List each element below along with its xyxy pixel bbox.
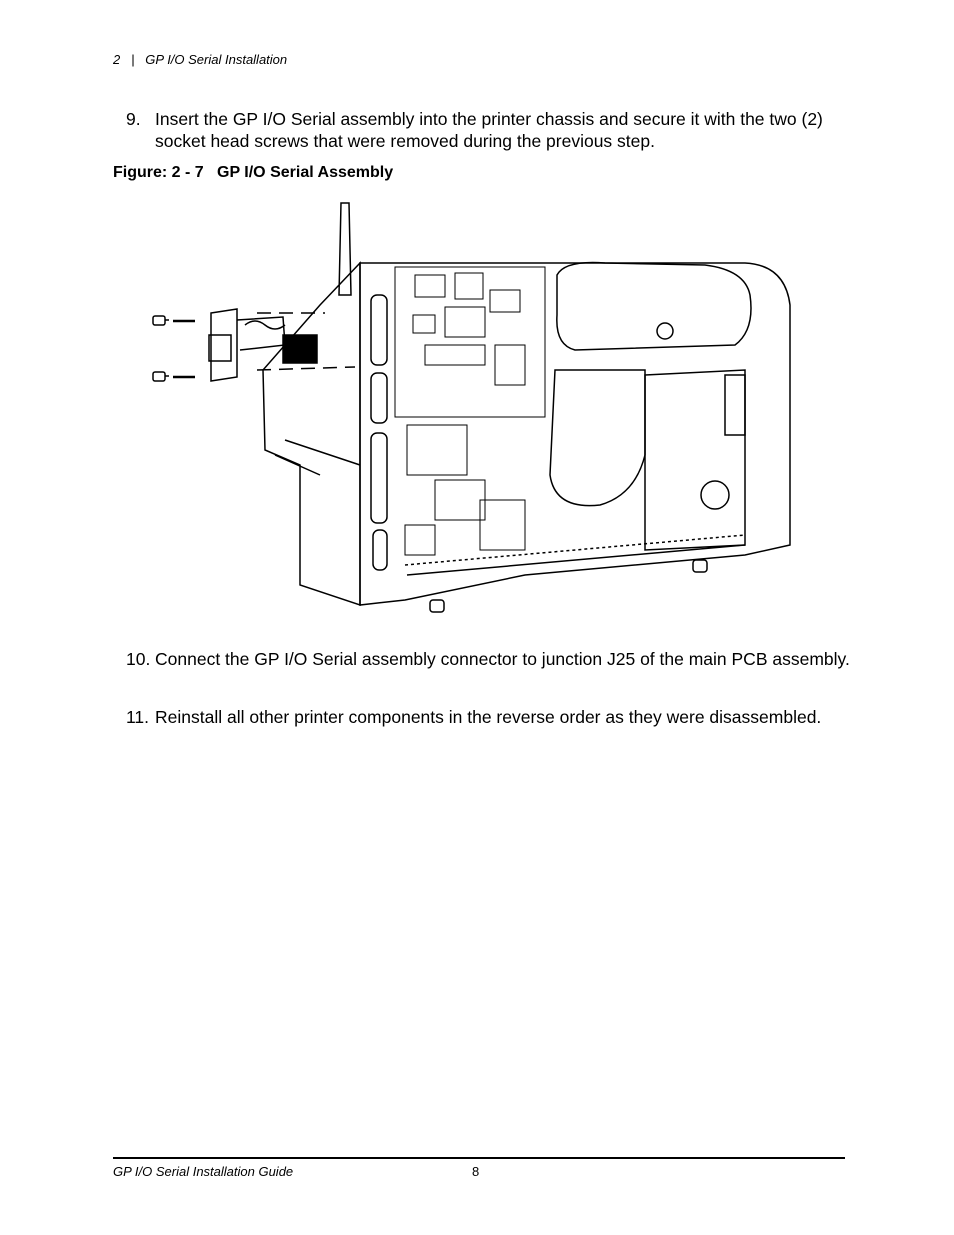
- page-number: 8: [472, 1164, 480, 1179]
- screw-icon: [153, 372, 195, 381]
- printer-assembly-illustration: [145, 195, 805, 615]
- figure-caption: Figure: 2 - 7 GP I/O Serial Assembly: [113, 164, 394, 181]
- footer-title: GP I/O Serial Installation Guide: [113, 1164, 294, 1179]
- step-text: Reinstall all other printer components in the reverse order as they were disassembled.: [155, 707, 822, 727]
- footer-divider: [113, 1157, 845, 1159]
- running-header: 2 | GP I/O Serial Installation: [113, 52, 288, 67]
- step-text: Connect the GP I/O Serial assembly connector to junction J25 of the main PCB assembly.: [155, 649, 850, 669]
- screw-icon: [153, 316, 195, 325]
- step-number: 9.: [126, 109, 141, 129]
- step-text: Insert the GP I/O Serial assembly into the printer chassis and secure it with the two (2) socket head screws that were removed during the previous step.: [155, 109, 823, 151]
- step-number: 11.: [126, 707, 150, 727]
- step-number: 10.: [126, 649, 151, 669]
